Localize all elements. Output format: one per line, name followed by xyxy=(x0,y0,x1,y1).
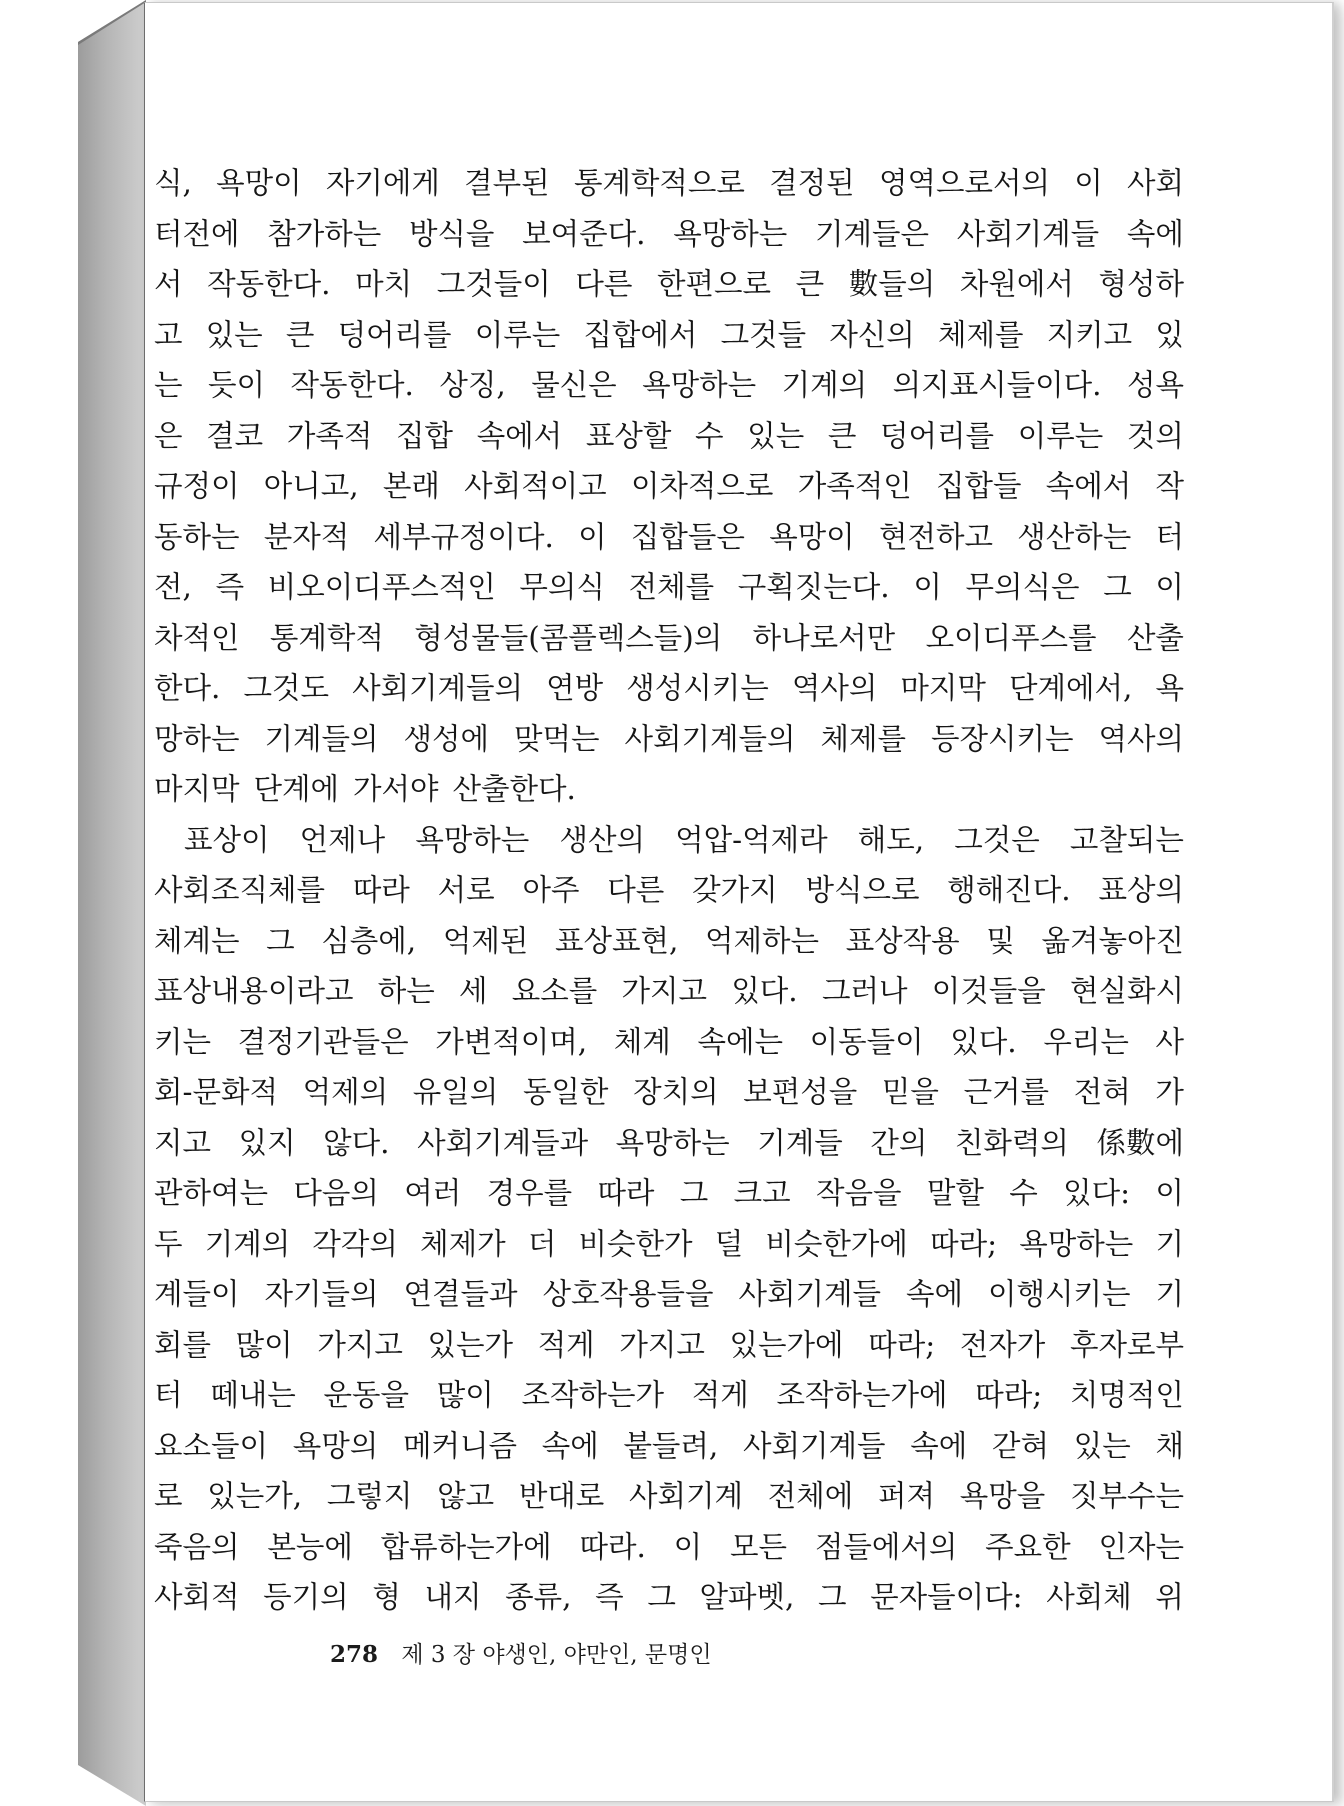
book-spine xyxy=(78,0,146,1806)
text-line: 고 있는 큰 덩어리를 이루는 집합에서 그것들 자신의 체제를 지키고 있 xyxy=(154,317,1184,352)
text-line: 사회조직체를 따라 서로 아주 다른 갖가지 방식으로 행해진다. 표상의 xyxy=(154,873,1184,907)
text-line: 은 결코 가족적 집합 속에서 표상할 수 있는 큰 덩어리를 이루는 것의 xyxy=(154,418,1184,453)
text-line: 터 떼내는 운동을 많이 조작하는가 적게 조작하는가에 따라; 치명적인 xyxy=(154,1378,1184,1412)
text-line: 계들이 자기들의 연결들과 상호작용들을 사회기계들 속에 이행시키는 기 xyxy=(154,1277,1184,1311)
text-line: 관하여는 다음의 여러 경우를 따라 그 크고 작음을 말할 수 있다: 이 xyxy=(154,1176,1184,1210)
text-line: 표상내용이라고 하는 세 요소를 가지고 있다. 그러나 이것들을 현실화시 xyxy=(154,974,1184,1008)
text-line: 서 작동한다. 마치 그것들이 다른 한편으로 큰 數들의 차원에서 형성하 xyxy=(154,267,1184,301)
text-line: 한다. 그것도 사회기계들의 연방 생성시키는 역사의 마지막 단계에서, 욕 xyxy=(154,671,1184,705)
text-line: 사회적 등기의 형 내지 종류, 즉 그 알파벳, 그 문자들이다: 사회체 위 xyxy=(154,1580,1184,1614)
text-line: 로 있는가, 그렇지 않고 반대로 사회기계 전체에 퍼져 욕망을 짓부수는 xyxy=(154,1479,1184,1513)
text-line: 죽음의 본능에 합류하는가에 따라. 이 모든 점들에서의 주요한 인자는 xyxy=(154,1529,1184,1564)
text-line: 는 듯이 작동한다. 상징, 물신은 욕망하는 기계의 의지표시들이다. 성욕 xyxy=(154,368,1184,402)
text-line: 전, 즉 비오이디푸스적인 무의식 전체를 구획짓는다. 이 무의식은 그 이 xyxy=(154,570,1184,604)
text-line: 회-문화적 억제의 유일의 동일한 장치의 보편성을 믿을 근거를 전혀 가 xyxy=(154,1075,1184,1109)
page-number: 278 xyxy=(330,1641,379,1668)
text-line: 동하는 분자적 세부규정이다. 이 집합들은 욕망이 현전하고 생산하는 터 xyxy=(154,519,1184,554)
text-line: 두 기계의 각각의 체제가 더 비슷한가 덜 비슷한가에 따라; 욕망하는 기 xyxy=(154,1226,1184,1261)
page-footer xyxy=(330,1636,712,1669)
text-line: 회를 많이 가지고 있는가 적게 가지고 있는가에 따라; 전자가 후자로부 xyxy=(154,1327,1184,1362)
paragraph-2 xyxy=(154,815,1184,1623)
text-line: 규정이 아니고, 본래 사회적이고 이차적으로 가족적인 집합들 속에서 작 xyxy=(154,469,1184,503)
chapter-title: 제 3 장 야생인, 야만인, 문명인 xyxy=(401,1642,712,1668)
text-line: 표상이 언제나 욕망하는 생산의 억압-억제라 해도, 그것은 고찰되는 xyxy=(184,822,1184,857)
text-line: 지고 있지 않다. 사회기계들과 욕망하는 기계들 간의 친화력의 係數에 xyxy=(154,1125,1184,1160)
paragraph-1 xyxy=(154,158,1184,815)
text-line: 차적인 통계학적 형성물들(콤플렉스들)의 하나로서만 오이디푸스를 산출 xyxy=(154,620,1184,655)
text-line: 망하는 기계들의 생성에 맞먹는 사회기계들의 체제를 등장시키는 역사의 xyxy=(154,721,1184,756)
text-line: 마지막 단계에 가서야 산출한다. xyxy=(154,772,576,806)
text-line: 터전에 참가하는 방식을 보여준다. 욕망하는 기계들은 사회기계들 속에 xyxy=(154,216,1184,251)
text-line: 체계는 그 심층에, 억제된 표상표현, 억제하는 표상작용 및 옮겨놓아진 xyxy=(154,923,1184,958)
body-text xyxy=(154,158,1184,1623)
text-line: 키는 결정기관들은 가변적이며, 체계 속에는 이동들이 있다. 우리는 사 xyxy=(154,1024,1184,1059)
text-line: 요소들이 욕망의 메커니즘 속에 붙들려, 사회기계들 속에 갇혀 있는 채 xyxy=(154,1428,1184,1463)
text-line: 식, 욕망이 자기에게 결부된 통계학적으로 결정된 영역으로서의 이 사회 xyxy=(154,166,1184,200)
